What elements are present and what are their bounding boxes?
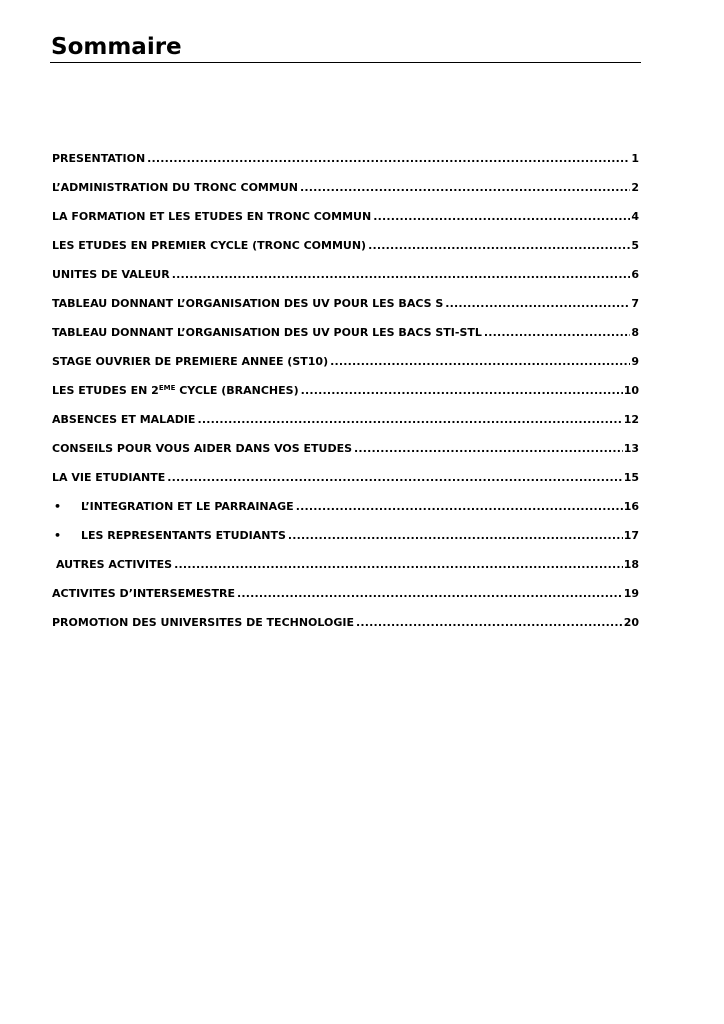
toc-entry-label-superscript: EME: [158, 384, 176, 392]
dot-leader: [373, 210, 630, 224]
toc-entry-promotion[interactable]: [52, 601, 639, 630]
toc-entry-autres-activites[interactable]: [52, 543, 639, 572]
toc-page-number: 4: [631, 210, 639, 223]
dot-leader: [197, 413, 622, 427]
toc-entry-label: ACTIVITES D’INTERSEMESTRE: [52, 587, 235, 600]
toc-entry-label: PROMOTION DES UNIVERSITES DE TECHNOLOGIE: [52, 616, 355, 629]
toc-entry-label: LA FORMATION ET LES ETUDES EN TRONC COMMUN: [52, 210, 372, 223]
toc-entry-formation[interactable]: [52, 195, 639, 224]
dot-leader: [167, 471, 622, 485]
toc-entry-label: L’INTEGRATION ET LE PARRAINAGE: [81, 500, 294, 513]
toc-entry-tableau-bacs-sti-stl[interactable]: [52, 311, 639, 340]
toc-entry-label: [52, 384, 299, 398]
dot-leader: [237, 587, 623, 601]
toc-page-number: 16: [623, 500, 639, 513]
toc-entry-label: PRESENTATION: [52, 152, 146, 165]
toc-entry-label: TABLEAU DONNANT L’ORGANISATION DES UV POUR LES BACS S: [52, 297, 444, 310]
dot-leader: [174, 558, 623, 572]
dot-leader: [288, 529, 623, 543]
toc-page-number: 15: [623, 471, 639, 484]
toc-entry-tableau-bacs-s[interactable]: [52, 282, 639, 311]
dot-leader: [296, 500, 623, 514]
toc-entry-integration[interactable]: [52, 485, 639, 514]
dot-leader: [301, 384, 623, 398]
toc-entry-deuxieme-cycle[interactable]: [52, 369, 639, 398]
toc-entry-label: TABLEAU DONNANT L’ORGANISATION DES UV POUR LES BACS STI-STL: [52, 326, 482, 339]
toc-page-number: 12: [623, 413, 639, 426]
toc-entry-conseils[interactable]: [52, 427, 639, 456]
toc-entry-intersemestre[interactable]: [52, 572, 639, 601]
toc-entry-label: LES REPRESENTANTS ETUDIANTS: [81, 529, 286, 542]
toc-entry-label-prefix: LES ETUDES EN 2: [52, 384, 159, 397]
toc-entry-stage-ouvrier[interactable]: [52, 340, 639, 369]
dot-leader: [445, 297, 630, 311]
toc-entry-premier-cycle[interactable]: [52, 224, 639, 253]
toc-entry-label: UNITES DE VALEUR: [52, 268, 170, 281]
toc-page-number: 20: [623, 616, 639, 629]
toc-entry-vie-etudiante[interactable]: [52, 456, 639, 485]
bullet-icon: •: [54, 529, 62, 542]
toc-page-number: 1: [631, 152, 639, 165]
table-of-contents: [52, 137, 639, 630]
toc-entry-label: STAGE OUVRIER DE PREMIERE ANNEE (ST10): [52, 355, 329, 368]
toc-entry-absences[interactable]: [52, 398, 639, 427]
page-title: Sommaire: [51, 34, 182, 60]
toc-entry-label-suffix: CYCLE (BRANCHES): [175, 384, 299, 397]
toc-page-number: 19: [623, 587, 639, 600]
toc-entry-administration[interactable]: [52, 166, 639, 195]
dot-leader: [356, 616, 623, 630]
toc-entry-presentation[interactable]: [52, 137, 639, 166]
toc-page-number: 9: [631, 355, 639, 368]
toc-entry-label: LES ETUDES EN PREMIER CYCLE (TRONC COMMUN): [52, 239, 367, 252]
dot-leader: [147, 152, 630, 166]
toc-page-number: 7: [631, 297, 639, 310]
dot-leader: [484, 326, 630, 340]
toc-entry-unites-de-valeur[interactable]: [52, 253, 639, 282]
bullet-icon: •: [54, 500, 62, 513]
toc-entry-label: ABSENCES ET MALADIE: [52, 413, 196, 426]
toc-page-number: 13: [623, 442, 639, 455]
toc-entry-label: LA VIE ETUDIANTE: [52, 471, 166, 484]
toc-page-number: 10: [623, 384, 639, 397]
dot-leader: [330, 355, 630, 369]
dot-leader: [354, 442, 623, 456]
toc-page-number: 8: [631, 326, 639, 339]
dot-leader: [300, 181, 630, 195]
toc-page-number: 5: [631, 239, 639, 252]
toc-entry-label: CONSEILS POUR VOUS AIDER DANS VOS ETUDES: [52, 442, 353, 455]
toc-entry-label: L’ADMINISTRATION DU TRONC COMMUN: [52, 181, 298, 194]
dot-leader: [368, 239, 630, 253]
title-underline: [50, 62, 641, 63]
toc-entry-representants[interactable]: [52, 514, 639, 543]
toc-page-number: 6: [631, 268, 639, 281]
toc-page-number: 17: [623, 529, 639, 542]
dot-leader: [172, 268, 631, 282]
toc-page-number: 18: [623, 558, 639, 571]
toc-page-number: 2: [631, 181, 639, 194]
toc-entry-label: AUTRES ACTIVITES: [56, 558, 173, 571]
